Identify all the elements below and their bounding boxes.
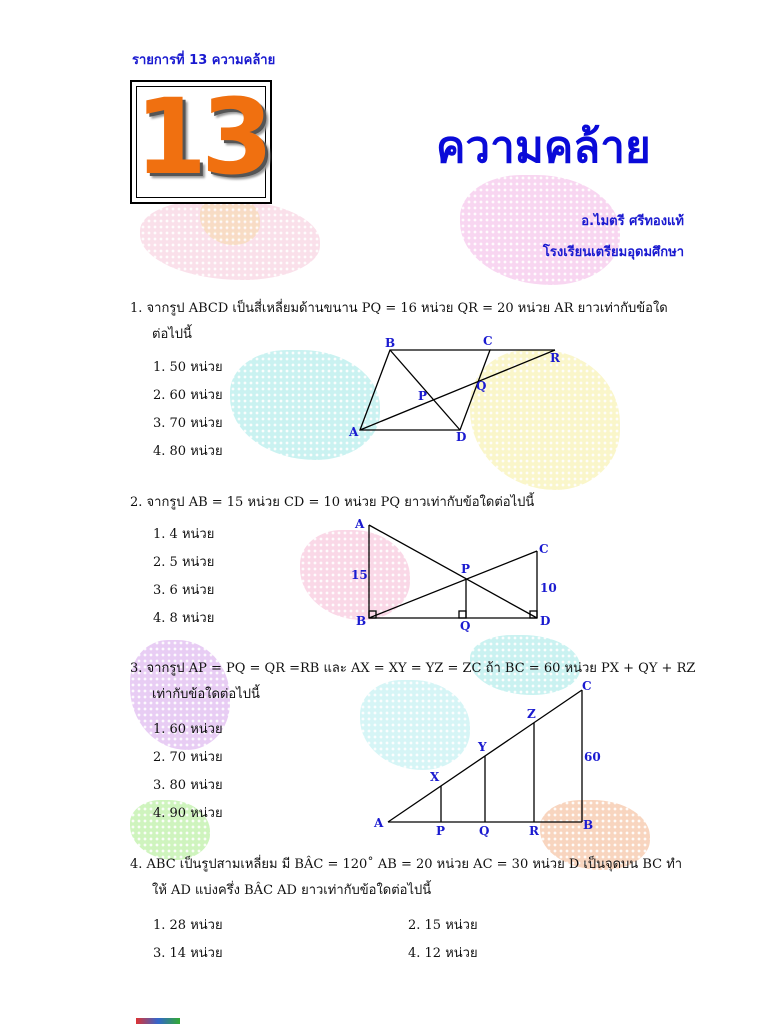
- question-2-option-2[interactable]: 2. 5 หน่วย: [153, 555, 215, 570]
- lesson-number-box: [130, 76, 272, 204]
- question-4-text: [130, 852, 682, 904]
- fig1-label-q: Q: [476, 379, 487, 393]
- question-1-option-4[interactable]: 4. 80 หน่วย: [153, 444, 223, 459]
- question-2-text: [130, 490, 534, 516]
- fig2-label-c: C: [539, 542, 549, 556]
- fig2-label-q: Q: [460, 619, 471, 633]
- question-1-option-3[interactable]: 3. 70 หน่วย: [153, 416, 223, 431]
- question-4-line1: 4. ABC เป็นรูปสามเหลี่ยม มี BÂC = 120˚ AB = 20 หน่วย AC = 30 หน่วย D เป็นจุดบน BC ทำ: [130, 857, 683, 872]
- page-title: ความคล้าย: [436, 122, 651, 173]
- question-1-option-1[interactable]: 1. 50 หน่วย: [153, 360, 223, 375]
- question-4-option-1[interactable]: 1. 28 หน่วย: [153, 918, 223, 933]
- fig2-label-a: A: [355, 517, 365, 531]
- question-3-line2: เท่ากับข้อใดต่อไปนี้: [152, 687, 260, 702]
- segment-ad: [369, 525, 537, 618]
- question-3-option-2[interactable]: 2. 70 หน่วย: [153, 750, 223, 765]
- question-1-line2: ต่อไปนี้: [152, 327, 192, 342]
- fig2-label-10: 10: [540, 581, 557, 595]
- question-3-option-1[interactable]: 1. 60 หน่วย: [153, 722, 223, 737]
- fig3-label-p: P: [436, 824, 446, 838]
- fig2-label-b: B: [356, 614, 367, 628]
- fig3-label-y: Y: [478, 740, 487, 754]
- segment-ar: [360, 350, 555, 430]
- fig3-label-x: X: [430, 770, 440, 784]
- fig2-label-d: D: [540, 614, 551, 628]
- fig1-label-r: R: [550, 351, 560, 365]
- question-4-line2: ให้ AD แบ่งครึ่ง BÂC AD ยาวเท่ากับข้อใดต่อไปนี้: [152, 883, 432, 898]
- question-1-line1: 1. จากรูป ABCD เป็นสี่เหลี่ยมด้านขนาน PQ = 16 หน่วย QR = 20 หน่วย AR ยาวเท่ากับข้อใด: [130, 301, 668, 316]
- question-3-figure: [370, 678, 610, 843]
- lesson-label: รายการที่ 13 ความคล้าย: [132, 53, 276, 68]
- question-1-option-2[interactable]: 2. 60 หน่วย: [153, 388, 223, 403]
- question-2-line1: 2. จากรูป AB = 15 หน่วย CD = 10 หน่วย PQ ยาวเท่ากับข้อใดต่อไปนี้: [130, 495, 535, 510]
- question-1-figure: [340, 330, 580, 445]
- question-2-option-4[interactable]: 4. 8 หน่วย: [153, 611, 215, 626]
- fig2-label-15: 15: [351, 568, 368, 582]
- question-3-line1: 3. จากรูป AP = PQ = QR =RB และ AX = XY = YZ = ZC ถ้า BC = 60 หน่วย PX + QY + RZ: [130, 661, 696, 676]
- footer-decoration: [136, 1018, 180, 1024]
- question-3-option-3[interactable]: 3. 80 หน่วย: [153, 778, 223, 793]
- right-angle-q: [459, 611, 466, 618]
- author-name: อ.ไมตรี ศรีทองแท้: [581, 214, 684, 229]
- fig1-label-d: D: [456, 430, 467, 444]
- fig3-label-z: Z: [527, 707, 536, 721]
- lesson-number: 13: [134, 76, 268, 198]
- fig1-label-b: B: [385, 336, 396, 350]
- fig2-label-p: P: [461, 562, 471, 576]
- question-2-figure: [345, 515, 565, 635]
- segment-bc: [369, 551, 537, 618]
- fig1-label-a: A: [349, 425, 359, 439]
- fig1-label-c: C: [483, 334, 493, 348]
- question-3-option-4[interactable]: 4. 90 หน่วย: [153, 806, 223, 821]
- question-2-option-1[interactable]: 1. 4 หน่วย: [153, 527, 215, 542]
- question-4-option-2[interactable]: 2. 15 หน่วย: [408, 918, 478, 933]
- question-4-option-3[interactable]: 3. 14 หน่วย: [153, 946, 223, 961]
- fig1-label-p: P: [418, 389, 428, 403]
- fig3-label-q: Q: [479, 824, 490, 838]
- fig3-label-c: C: [582, 679, 592, 693]
- question-2-option-3[interactable]: 3. 6 หน่วย: [153, 583, 215, 598]
- question-4-option-4[interactable]: 4. 12 หน่วย: [408, 946, 478, 961]
- fig3-label-b: B: [583, 818, 594, 832]
- fig3-label-60: 60: [584, 750, 601, 764]
- fig3-label-r: R: [529, 824, 539, 838]
- school-name: โรงเรียนเตรียมอุดมศึกษา: [542, 245, 684, 260]
- fig3-label-a: A: [374, 816, 384, 830]
